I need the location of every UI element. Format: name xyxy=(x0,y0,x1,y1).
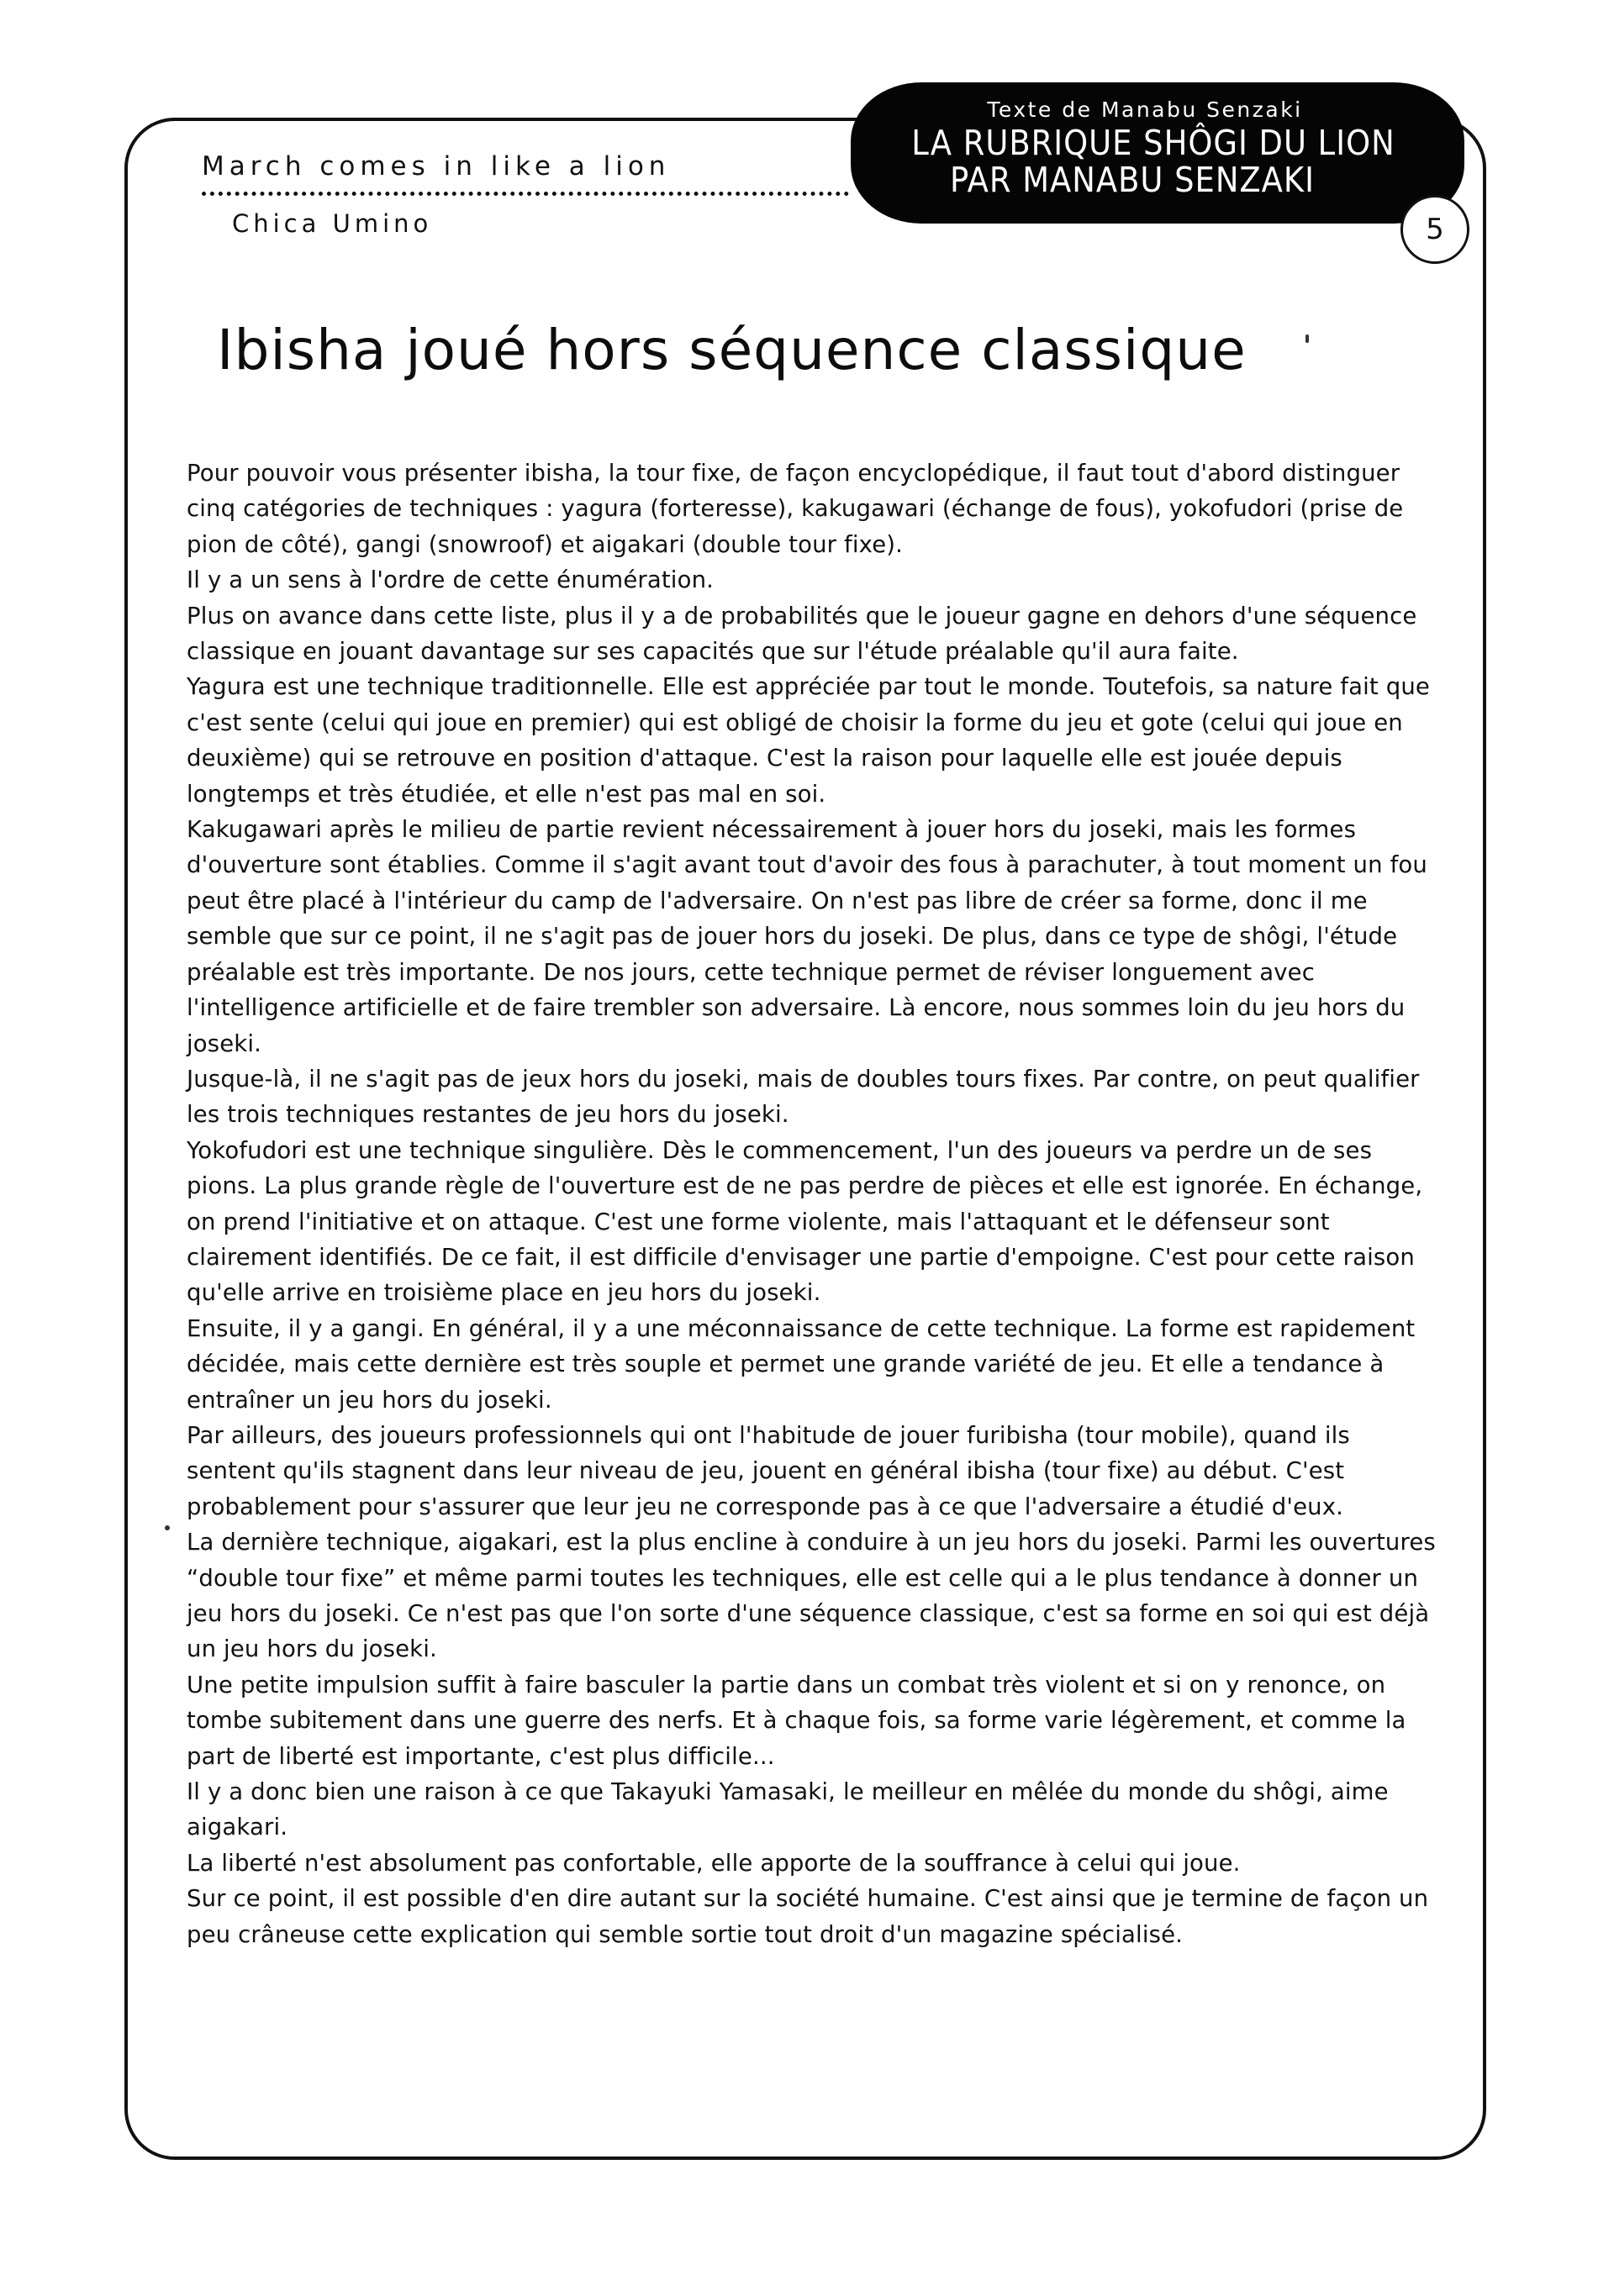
page-number-badge: 5 xyxy=(1400,195,1469,264)
article-paragraph: Kakugawari après le milieu de partie revient nécessairement à jouer hors du joseki, mais les formes d'ouverture sont établies. Comme il s'agit avant tout d'avoir des fous à parachuter, à tout moment un fou peut être placé à l'intérieur du camp de l'adversaire. On n'est pas libre de créer sa forme, donc il me semble que sur ce point, il ne s'agit pas de jouer hors du joseki. De plus, dans ce type de shôgi, l'étude préalable est très importante. De nos jours, cette technique permet de réviser longuement avec l'intelligence artificielle et de faire trembler son adversaire. Là encore, nous sommes loin du jeu hors du joseki. xyxy=(187,816,1427,1057)
article-paragraph: Pour pouvoir vous présenter ibisha, la tour fixe, de façon encyclopédique, il faut tout d'abord distinguer cinq catégories de techniques : yagura (forteresse), kakugawari (échange de fous), yokofudori (prise de pion de côté), gangi (snowroof) et aigakari (double tour fixe). xyxy=(187,460,1404,558)
header-divider xyxy=(202,192,849,196)
article-paragraph: Il y a un sens à l'ordre de cette énumération. xyxy=(187,566,715,594)
scan-speck xyxy=(165,1525,170,1530)
scan-speck xyxy=(1305,334,1309,343)
banner-credit: Texte de Manabu Senzaki xyxy=(987,97,1303,122)
article-paragraph: Yagura est une technique traditionnelle. Elle est appréciée par tout le monde. Toutefois, sa nature fait que c'est sente (celui qui joue en premier) qui est obligé de choisir la forme du jeu et gote (celui qui joue en deuxième) qui se retrouve en position d'attaque. C'est la raison pour laquelle elle est jouée depuis longtemps et très étudiée, et elle n'est pas mal en soi. xyxy=(187,673,1430,808)
banner-title-line-1: LA RUBRIQUE SHÔGI DU LION xyxy=(911,123,1395,163)
banner-title-line-2: PAR MANABU SENZAKI xyxy=(950,159,1315,200)
series-header xyxy=(202,151,841,238)
article-paragraph: La liberté n'est absolument pas confortable, elle apporte de la souffrance à celui qui joue. xyxy=(187,1849,1241,1877)
article-paragraph: Par ailleurs, des joueurs professionnels qui ont l'habitude de jouer furibisha (tour mobile), quand ils sentent qu'ils stagnent dans leur niveau de jeu, jouent en général ibisha (tour fixe) au début. C'est probablement pour s'assurer que leur jeu ne corresponde pas à ce que l'adversaire a étudié d'eux. xyxy=(187,1421,1350,1520)
article-paragraph: Ensuite, il y a gangi. En général, il y a une méconnaissance de cette technique. La forme est rapidement décidée, mais cette dernière est très souple et permet une grande variété de jeu. Et elle a tendance à entraîner un jeu hors du joseki. xyxy=(187,1314,1416,1414)
article-paragraph: Il y a donc bien une raison à ce que Takayuki Yamasaki, le meilleur en mêlée du monde du shôgi, aime aigakari. xyxy=(187,1778,1389,1841)
series-title: March comes in like a lion xyxy=(202,151,671,182)
article-title: Ibisha joué hors séquence classique xyxy=(217,318,1247,382)
article-paragraph: Plus on avance dans cette liste, plus il y a de probabilités que le joueur gagne en dehors d'une séquence classique en jouant davantage sur ses capacités que sur l'étude préalable qu'il aura faite. xyxy=(187,602,1417,666)
article-body xyxy=(187,456,1439,1952)
article-paragraph: Yokofudori est une technique singulière. Dès le commencement, l'un des joueurs va perdre un de ses pions. La plus grande règle de l'ouverture est de ne pas perdre de pièces et elle est ignorée. En échange, on prend l'initiative et on attaque. C'est une forme violente, mais l'attaquant et le défenseur sont clairement identifiés. De ce fait, il est difficile d'envisager une partie d'empoigne. C'est pour cette raison qu'elle arrive en troisième place en jeu hors du joseki. xyxy=(187,1136,1423,1307)
article-paragraph: Sur ce point, il est possible d'en dire autant sur la société humaine. C'est ainsi que je termine de façon un peu crâneuse cette explication qui semble sortie tout droit d'un magazine spécialisé. xyxy=(187,1885,1429,1948)
column-banner xyxy=(851,82,1464,224)
series-author: Chica Umino xyxy=(232,209,433,238)
article-paragraph: Une petite impulsion suffit à faire basculer la partie dans un combat très violent et si on y renonce, on tombe subitement dans une guerre des nerfs. Et à chaque fois, sa forme varie légèrement, et comme la part de liberté est importante, c'est plus difficile... xyxy=(187,1671,1406,1770)
article-paragraph: Jusque-là, il ne s'agit pas de jeux hors du joseki, mais de doubles tours fixes. Par contre, on peut qualifier les trois techniques restantes de jeu hors du joseki. xyxy=(187,1065,1420,1129)
article-paragraph: La dernière technique, aigakari, est la plus encline à conduire à un jeu hors du joseki. Parmi les ouvertures “double tour fixe” et même parmi toutes les techniques, elle est celle qui a le plus tendance à donner un jeu hors du joseki. Ce n'est pas que l'on sorte d'une séquence classique, c'est sa forme en soi qui est déjà un jeu hors du joseki. xyxy=(187,1529,1436,1663)
